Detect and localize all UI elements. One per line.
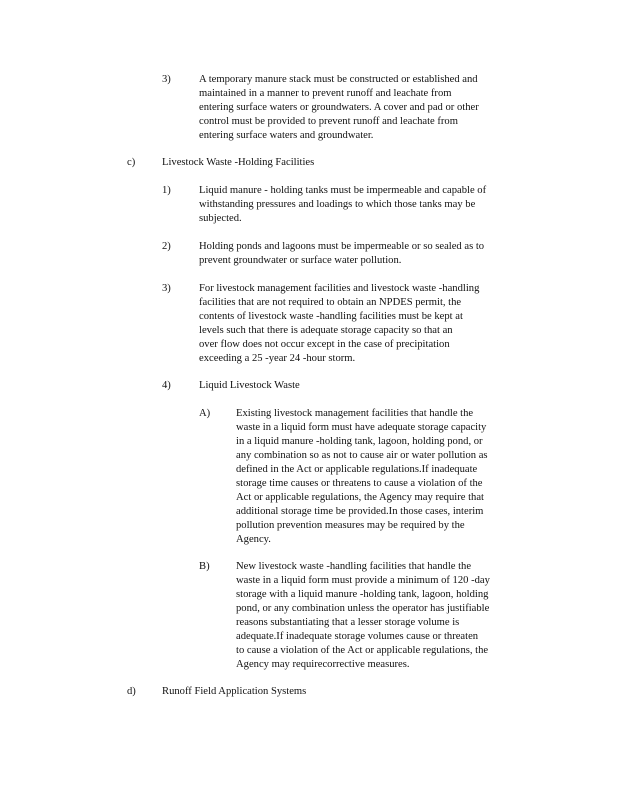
paragraph-line: entering surface waters and groundwater. [199,130,374,141]
paragraph-line: entering surface waters or groundwaters. A cover and pad or other [199,102,479,113]
section-marker: d) [127,686,136,697]
paragraph-line: facilities that are not required to obtain an NPDES permit, the [199,297,462,308]
paragraph-line: any combination so as not to cause air or water pollution as [236,450,488,461]
subitem-marker: B) [199,561,210,572]
paragraph-line: waste in a liquid form must have adequate storage capacity [236,422,487,433]
paragraph-line: waste in a liquid form must provide a minimum of 120 -day [236,575,490,586]
subitem-paragraph [236,407,488,547]
paragraph-line: contents of livestock waste -handling facilities must be kept at [199,311,463,322]
paragraph-line: withstanding pressures and loadings to which those tanks may be [199,199,476,210]
paragraph-line: A temporary manure stack must be constructed or established and [199,74,478,85]
paragraph-line: Act or applicable regulations, the Agency may require that [236,492,484,503]
subitem-paragraph [236,560,490,672]
section-marker: c) [127,157,136,168]
paragraph-line: over flow does not occur except in the case of precipitation [199,339,450,350]
paragraph-line: levels such that there is adequate storage capacity so that an [199,325,453,336]
paragraph-line: prevent groundwater or surface water pollution. [199,255,402,266]
paragraph-line: adequate.If inadequate storage volumes cause or threaten [236,631,479,642]
paragraph-line: reasons substantiating that a lesser storage volume is [236,617,460,628]
paragraph-line: New livestock waste -handling facilities that handle the [236,561,472,572]
paragraph-line: Liquid manure - holding tanks must be impermeable and capable of [199,185,487,196]
item-paragraph [199,240,484,268]
paragraph-line: to cause a violation of the Act or applicable regulations, the [236,645,489,656]
subitem-marker: A) [199,408,211,419]
item-marker: 2) [162,241,171,252]
paragraph-line: storage with a liquid manure -holding tank, lagoon, holding [236,589,489,600]
paragraph-line: pond, or any combination unless the operator has justifiable [236,603,490,614]
paragraph-line: Existing livestock management facilities that handle the [236,408,474,419]
paragraph-line: maintained in a manner to prevent runoff and leachate from [199,88,452,99]
paragraph-line: pollution prevention measures may be required by the [236,520,465,531]
paragraph-line: Agency. [236,534,271,545]
item-paragraph [199,282,479,366]
paragraph-line: in a liquid manure -holding tank, lagoon, holding pond, or [236,436,483,447]
item-marker: 4) [162,380,171,391]
item-marker: 3) [162,74,171,85]
item-paragraph [199,73,479,143]
paragraph-line: Liquid Livestock Waste [199,380,300,391]
paragraph-line: control must be provided to prevent runoff and leachate from [199,116,458,127]
paragraph-line: exceeding a 25 -year 24 -hour storm. [199,353,356,364]
section-heading: Livestock Waste -Holding Facilities [162,157,315,168]
section-heading: Runoff Field Application Systems [162,686,307,697]
item-marker: 3) [162,283,171,294]
paragraph-line: For livestock management facilities and livestock waste -handling [199,283,480,294]
item-paragraph [199,379,300,393]
item-marker: 1) [162,185,171,196]
paragraph-line: defined in the Act or applicable regulations.If inadequate [236,464,478,475]
paragraph-line: additional storage time be provided.In those cases, interim [236,506,484,517]
paragraph-line: Agency may requirecorrective measures. [236,659,410,670]
item-paragraph [199,184,486,226]
paragraph-line: Holding ponds and lagoons must be impermeable or so sealed as to [199,241,485,252]
paragraph-line: storage time causes or threatens to cause a violation of the [236,478,483,489]
paragraph-line: subjected. [199,213,242,224]
